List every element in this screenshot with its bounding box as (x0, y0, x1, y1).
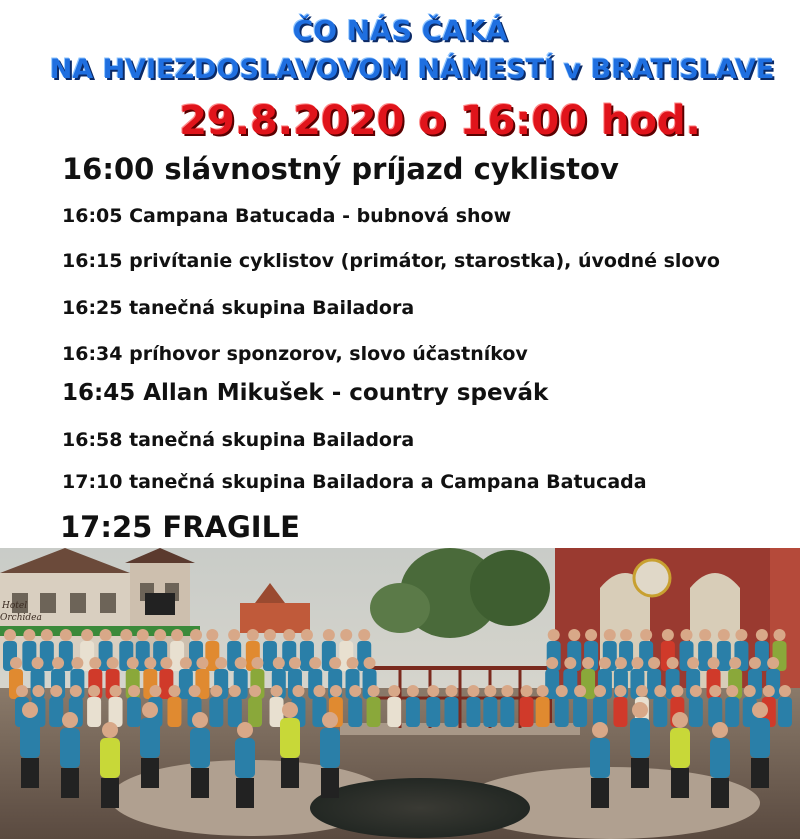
person (590, 738, 610, 778)
person-head (189, 685, 201, 697)
person-head (283, 629, 295, 641)
person-head (340, 629, 352, 641)
person-head (107, 657, 119, 669)
person-head (690, 685, 702, 697)
person-legs (321, 768, 339, 798)
person-head (358, 629, 370, 641)
person-head (672, 712, 688, 728)
person (235, 738, 255, 778)
person-head (160, 657, 172, 669)
person-head (681, 629, 693, 641)
person-head (32, 685, 44, 697)
program-item: 16:45 Allan Mikušek - country spevák (62, 380, 549, 406)
person (209, 697, 223, 727)
person-head (568, 629, 580, 641)
program-item: 16:25 tanečná skupina Bailadora (62, 297, 415, 319)
person-head (52, 657, 64, 669)
person-head (667, 657, 679, 669)
person-head (779, 685, 791, 697)
person-head (23, 629, 35, 641)
person-legs (141, 758, 159, 788)
person-head (467, 685, 479, 697)
person (60, 728, 80, 768)
person-head (10, 657, 22, 669)
person-head (718, 629, 730, 641)
person-head (537, 685, 549, 697)
person-head (196, 657, 208, 669)
program-item: 16:05 Campana Batucada - bubnová show (62, 205, 512, 227)
person-head (251, 657, 263, 669)
person-head (774, 629, 786, 641)
person-head (228, 629, 240, 641)
person (406, 697, 420, 727)
person-head (102, 722, 118, 738)
group-photo (0, 548, 800, 839)
person (710, 738, 730, 778)
person-legs (101, 778, 119, 808)
person-head (81, 629, 93, 641)
person-head (70, 685, 82, 697)
person-head (168, 685, 180, 697)
program-item: 16:34 príhovor sponzorov, slovo účastníkov (62, 343, 528, 365)
person-head (100, 629, 112, 641)
person (280, 718, 300, 758)
person-head (215, 657, 227, 669)
person-head (60, 629, 72, 641)
pond (310, 778, 530, 838)
person (348, 697, 362, 727)
person-legs (21, 758, 39, 788)
program-item: 16:00 slávnostný príjazd cyklistov (62, 152, 619, 186)
person-head (50, 685, 62, 697)
person-head (62, 712, 78, 728)
person-head (615, 657, 627, 669)
person (127, 697, 141, 727)
poster-title-line1: ČO NÁS ČAKÁ (292, 14, 508, 47)
person (653, 697, 667, 727)
person-head (752, 702, 768, 718)
person-head (548, 629, 560, 641)
person-head (620, 629, 632, 641)
person (426, 697, 440, 727)
person (444, 697, 458, 727)
person-head (71, 657, 83, 669)
person-head (407, 685, 419, 697)
person-legs (631, 758, 649, 788)
person-head (592, 722, 608, 738)
person-head (149, 685, 161, 697)
person-head (171, 629, 183, 641)
person (466, 697, 480, 727)
person-head (556, 685, 568, 697)
person-head (636, 685, 648, 697)
person (20, 718, 40, 758)
person (536, 697, 550, 727)
person-head (349, 685, 361, 697)
person-head (632, 702, 648, 718)
program-item: 17:10 tanečná skupina Bailadora a Campana Batucada (62, 471, 647, 493)
person-head (604, 629, 616, 641)
person (49, 697, 63, 727)
program-item: 16:15 privítanie cyklistov (primátor, starostka), úvodné slovo (62, 250, 720, 272)
person (190, 728, 210, 768)
person-head (127, 657, 139, 669)
person-head (671, 685, 683, 697)
person-legs (191, 768, 209, 798)
program-item: 17:25 FRAGILE (60, 510, 300, 544)
person-head (32, 657, 44, 669)
person-head (501, 685, 513, 697)
person (387, 697, 401, 727)
person-head (749, 657, 761, 669)
person-head (640, 629, 652, 641)
person-head (144, 657, 156, 669)
person-head (120, 629, 132, 641)
person (573, 697, 587, 727)
person (228, 697, 242, 727)
person-head (763, 685, 775, 697)
hotel-sign: Hotel (2, 601, 28, 611)
person-head (631, 657, 643, 669)
person-legs (751, 758, 769, 788)
person-head (648, 657, 660, 669)
person (167, 697, 181, 727)
person-legs (671, 768, 689, 798)
person-head (210, 685, 222, 697)
person-head (292, 685, 304, 697)
person (248, 697, 262, 727)
person (778, 697, 792, 727)
person-head (301, 629, 313, 641)
person-legs (236, 778, 254, 808)
program-item: 16:58 tanečná skupina Bailadora (62, 429, 415, 451)
drum-icon (634, 560, 670, 596)
svg-text:Orchidea: Orchidea (0, 613, 42, 623)
person-head (708, 657, 720, 669)
person (100, 738, 120, 778)
person (750, 718, 770, 758)
person-head (190, 629, 202, 641)
person-head (323, 629, 335, 641)
person-head (445, 685, 457, 697)
person-legs (61, 768, 79, 798)
person (725, 697, 739, 727)
person-head (594, 685, 606, 697)
person-head (128, 685, 140, 697)
person-legs (591, 778, 609, 808)
person-head (427, 685, 439, 697)
person-head (235, 657, 247, 669)
person-head (206, 629, 218, 641)
person-head (709, 685, 721, 697)
person-head (247, 629, 259, 641)
person-head (712, 722, 728, 738)
person-head (767, 657, 779, 669)
person-head (756, 629, 768, 641)
person-head (585, 629, 597, 641)
person (87, 697, 101, 727)
person-head (347, 657, 359, 669)
person-head (41, 629, 53, 641)
person-head (564, 657, 576, 669)
person-head (154, 629, 166, 641)
person-head (687, 657, 699, 669)
person-head (614, 685, 626, 697)
person-head (744, 685, 756, 697)
person-head (229, 685, 241, 697)
person-head (16, 685, 28, 697)
person (717, 641, 731, 671)
person-head (521, 685, 533, 697)
person-head (364, 657, 376, 669)
person-head (271, 685, 283, 697)
person-head (137, 629, 149, 641)
person-head (273, 657, 285, 669)
person-head (368, 685, 380, 697)
person-head (309, 657, 321, 669)
person-head (180, 657, 192, 669)
person-head (662, 629, 674, 641)
person (630, 718, 650, 758)
person-head (142, 702, 158, 718)
person-head (22, 702, 38, 718)
person (613, 697, 627, 727)
person-head (88, 685, 100, 697)
person-head (726, 685, 738, 697)
person (140, 718, 160, 758)
person-head (330, 685, 342, 697)
person-head (249, 685, 261, 697)
person-head (654, 685, 666, 697)
event-date: 29.8.2020 o 16:00 hod. (179, 98, 701, 144)
person (500, 697, 514, 727)
person-head (484, 685, 496, 697)
person-head (388, 685, 400, 697)
person-head (599, 657, 611, 669)
person (555, 697, 569, 727)
person-head (237, 722, 253, 738)
person-head (329, 657, 341, 669)
person-head (313, 685, 325, 697)
person-legs (711, 778, 729, 808)
person-head (699, 629, 711, 641)
person-head (582, 657, 594, 669)
person-head (289, 657, 301, 669)
person-head (4, 629, 16, 641)
person (483, 697, 497, 727)
person-head (192, 712, 208, 728)
person (670, 728, 690, 768)
person (367, 697, 381, 727)
person (320, 728, 340, 768)
person-head (110, 685, 122, 697)
person-legs (281, 758, 299, 788)
person-head (322, 712, 338, 728)
person (520, 697, 534, 727)
person-head (574, 685, 586, 697)
person (689, 697, 703, 727)
person-head (89, 657, 101, 669)
poster-title-line2: NA HVIEZDOSLAVOVOM NÁMESTÍ v BRATISLAVE (49, 54, 775, 85)
person-head (264, 629, 276, 641)
person-head (735, 629, 747, 641)
person-head (546, 657, 558, 669)
person-head (729, 657, 741, 669)
person-head (282, 702, 298, 718)
